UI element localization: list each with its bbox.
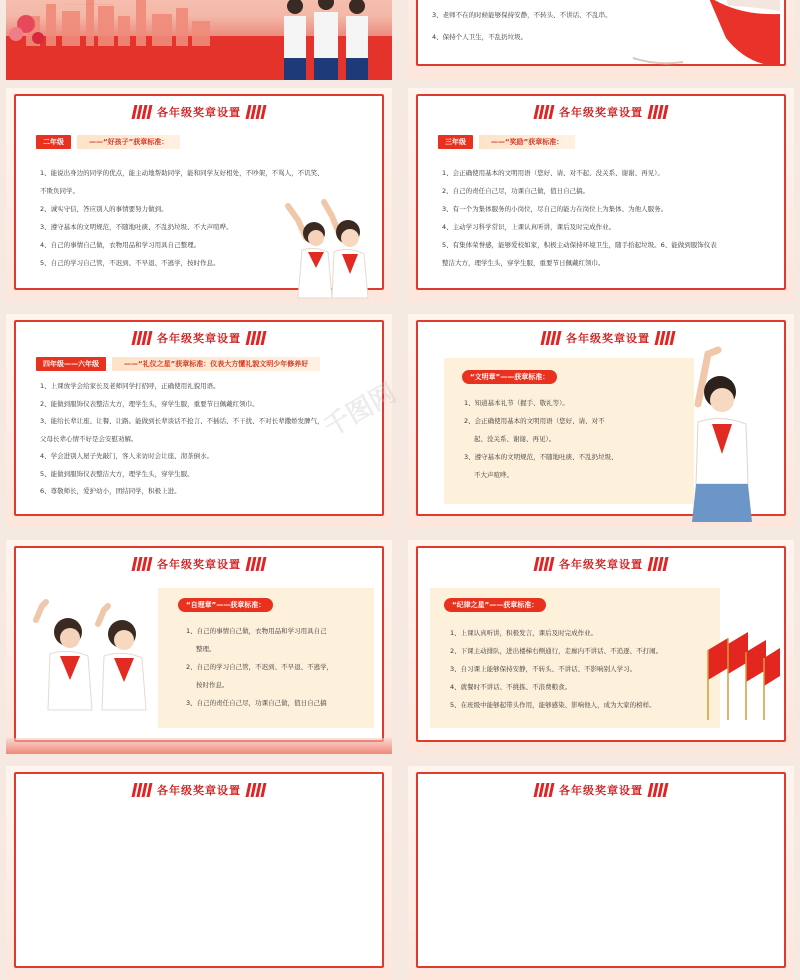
line: 5、能做到服饰仪表整洁大方，理学生头，穿学生服。 [40,469,194,478]
line: 4、学会进别人屋子先敲门，客人来访时会让座、沏茶倒水。 [40,452,214,460]
criteria-label: ——“礼仪之星”获章标准：仪表大方懂礼貌文明少年修养好 [112,357,320,371]
line: 不大声喧哗。 [474,471,513,479]
line: 5、自己的学习自己管，不迟到、不早退、不逃学，按时作息。 [40,259,220,267]
slide-title: 各年级奖章设置 [157,784,241,797]
slide-card [416,772,786,968]
flags-icon [649,783,667,797]
criteria-lines [442,164,717,272]
grade-tag: 二年级 [36,135,71,149]
slide-title: 各年级奖章设置 [566,332,650,345]
flags-icon [133,331,151,345]
line: 3、有一个为集体服务的小岗位，尽自己的能力在岗位上为集体、为他人服务。 [442,205,668,213]
grade-tag: 三年级 [438,135,473,149]
line: 5、有集体荣誉感，能够爱校如家，积极主动保持环境卫生，随手拾起垃圾。6、能做到服饰仪表 [442,241,717,249]
line: 1、知道基本礼节（握手、敬礼等）。 [464,399,569,407]
slide-wenming-badge [408,314,794,528]
line: 3、遵守基本的文明规范，不随地吐痰、不乱扔垃圾、 [464,453,618,461]
flags-icon [535,783,553,797]
line: 2、能做到服饰仪表整洁大方，理学生头，穿学生服，重要节日佩戴红领巾。 [40,399,259,408]
criteria-label: ——“好孩子”获章标准： [77,135,180,149]
red-flags-illustration [408,540,794,754]
line: 整洁大方，理学生头，穿学生服，重要节日佩戴红领巾。 [442,259,605,267]
slide-zili-badge [6,540,392,754]
slide-banner [133,328,265,348]
line: 6、尊敬师长，爱护幼小，团结同学，积极上进。 [40,487,181,495]
line: 4、保持个人卫生，不乱扔垃圾。 [432,33,528,41]
line: 2、会正确使用基本的文明用语（您好、请、对不 [464,417,605,425]
slide-banner [535,102,667,122]
criteria-lines [40,378,324,501]
line: 2、自己的责任自己尽，功课自己做，值日自己搞。 [442,187,590,195]
bottom-decoration [6,738,392,754]
flags-icon [535,105,553,119]
slide-grade3 [408,88,794,302]
slide-banner [535,780,667,800]
line: 4、就餐时不讲话、不挑拣、不浪费粮食。 [450,683,572,691]
line: 4、自己的事情自己做，衣物用品和学习用具自己整理。 [40,241,201,249]
slide-bottom-left [6,766,392,980]
line: 起、没关系、谢谢、再见）。 [474,435,556,443]
line: 3、自己的责任自己尽，功课自己做，值日自己搞 [186,699,327,707]
line: 2、自己的学习自己管，不迟到、不早退、不逃学， [186,663,334,671]
slide-title: 各年级奖章设置 [559,558,643,571]
line: 父母长辈心情不好是会安慰劝解。 [40,434,138,443]
grade-header [438,134,575,150]
line: 5、在班级中能够起带头作用，能够感染、影响他人，成为大家的榜样。 [450,701,656,709]
grade-tag: 四年级——六年级 [36,357,106,371]
badge-pill: “自理章”——获章标准： [178,598,273,612]
saluting-students-illustration [6,88,392,302]
slide-jilv-badge [408,540,794,754]
line: 不欺负同学。 [40,187,79,195]
flags-icon [247,783,265,797]
slide-title: 各年级奖章设置 [157,558,241,571]
saluting-girl-illustration [408,314,794,528]
badge-pill: “纪律之星”——获章标准： [444,598,546,612]
slide-title: 各年级奖章设置 [157,332,241,345]
line: 2、诚实守信，答应别人的事情要努力做到。 [40,205,168,213]
line: 3、能给长辈让座、让餐、让路。能做到长辈谈话不抢言、不插话、不干扰、不对长辈撒娇发脾气， [40,417,324,425]
line: 1、上课放学会给家长及老师同学打招呼，正确使用礼貌用语。 [40,382,220,390]
saluting-students-illustration [6,540,392,754]
line: 1、自己的事情自己做，衣物用品和学习用具自己 [186,627,327,635]
flags-icon [649,105,667,119]
grade-header [36,356,320,372]
line: 1、上课认真听讲，积极发言，课后及时完成作业。 [450,629,598,637]
flags-icon [133,783,151,797]
line: 3、遵守基本的文明规范，不随地吐痰、不乱扔垃圾、不大声喧哗。 [40,223,233,231]
slide-top-right [408,0,794,80]
slide-snippet-text: …………………… [66,0,114,7]
city-skyline-illustration [6,0,392,80]
line: 整理。 [196,645,216,653]
slide-title: 各年级奖章设置 [559,784,643,797]
line: 2、下课主动排队，进出楼梯右侧通行，走廊内不讲话、不追逐、不打闹。 [450,647,663,655]
slide-title: 各年级奖章设置 [559,106,643,119]
line: 1、会正确使用基本的文明用语（您好、请、对不起、没关系、谢谢、再见）。 [442,169,664,177]
slide-banner [133,780,265,800]
slide-top-left [6,0,392,80]
red-scarf-illustration [408,0,794,80]
slide-grade4-6 [6,314,392,528]
line: 4、主动学习科学常识，上课认真听讲，课后及时完成作业。 [442,223,616,231]
slide-card [14,772,384,968]
slide-bottom-right [408,766,794,980]
badge-pill: “文明章”——获章标准： [462,370,557,384]
line: 按时作息。 [196,681,229,689]
slide-grade2 [6,88,392,302]
flags-icon [247,331,265,345]
criteria-label: ——“奖励”获章标准： [479,135,575,149]
line: 1、能说出身边的同学的优点，能主动地帮助同学，能和同学友好相处，不吵架，不骂人，不讥笑、 [40,169,324,177]
line: 3、老师不在的时候能够保持安静，不转头、不讲话、不乱串。 [432,11,612,19]
line: 3、自习课上能够保持安静，不转头、不讲话、不影响别人学习。 [450,665,637,673]
watermark: 千图网 [318,378,402,444]
slide-title: 各年级奖章设置 [157,106,241,119]
